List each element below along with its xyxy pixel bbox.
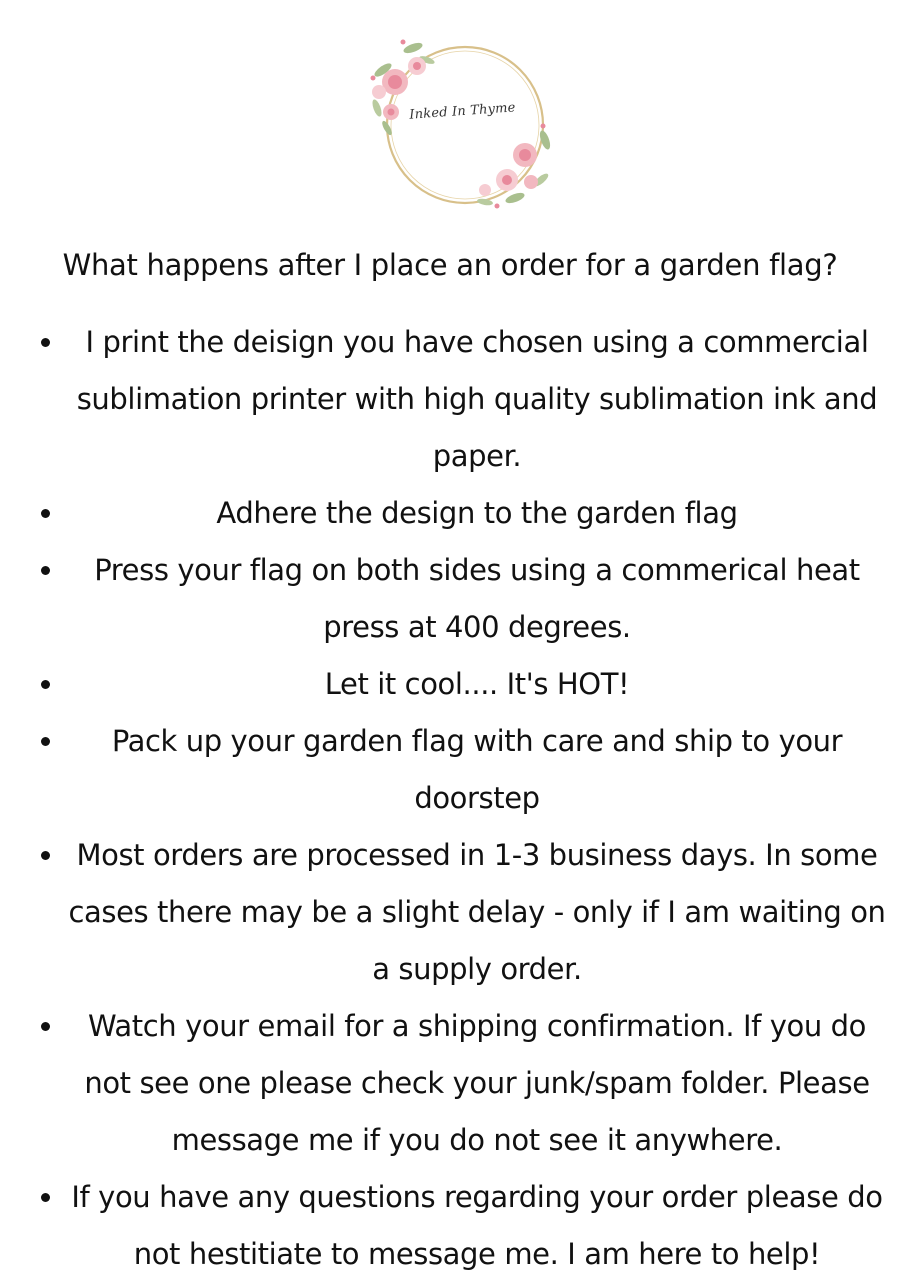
bullet-icon <box>41 1022 50 1031</box>
order-steps-list <box>0 314 900 1283</box>
step-text: Let it cool.... It's HOT! <box>324 667 630 701</box>
logo-text: Inked In Thyme <box>408 100 517 123</box>
list-item <box>0 998 900 1169</box>
bullet-icon <box>41 680 50 689</box>
bullet-icon <box>41 338 50 347</box>
list-item <box>0 827 900 998</box>
list-item <box>0 656 900 713</box>
step-text: I print the deisign you have chosen using a commercial sublimation printer with high quality sublimation ink and paper. <box>76 325 878 473</box>
bullet-icon <box>41 1193 50 1202</box>
step-text: Watch your email for a shipping confirmation. If you do not see one please check your junk/spam folder. Please message me if you do not see it anywhere. <box>84 1009 870 1157</box>
floral-wreath-logo <box>365 30 560 215</box>
page-heading: What happens after I place an order for a garden flag? <box>62 248 838 282</box>
list-item <box>0 1169 900 1283</box>
step-text: Most orders are processed in 1-3 business days. In some cases there may be a slight delay - only if I am waiting on a supply order. <box>68 838 886 986</box>
step-text: If you have any questions regarding your order please do not hestitiate to message me. I am here to help! <box>71 1180 883 1271</box>
list-item <box>0 713 900 827</box>
bullet-icon <box>41 737 50 746</box>
list-item <box>0 314 900 485</box>
bullet-icon <box>41 509 50 518</box>
bullet-icon <box>41 566 50 575</box>
list-item <box>0 485 900 542</box>
list-item <box>0 542 900 656</box>
step-text: Adhere the design to the garden flag <box>216 496 738 530</box>
step-text: Press your flag on both sides using a commerical heat press at 400 degrees. <box>94 553 860 644</box>
bullet-icon <box>41 851 50 860</box>
step-text: Pack up your garden flag with care and ship to your doorstep <box>111 724 843 815</box>
